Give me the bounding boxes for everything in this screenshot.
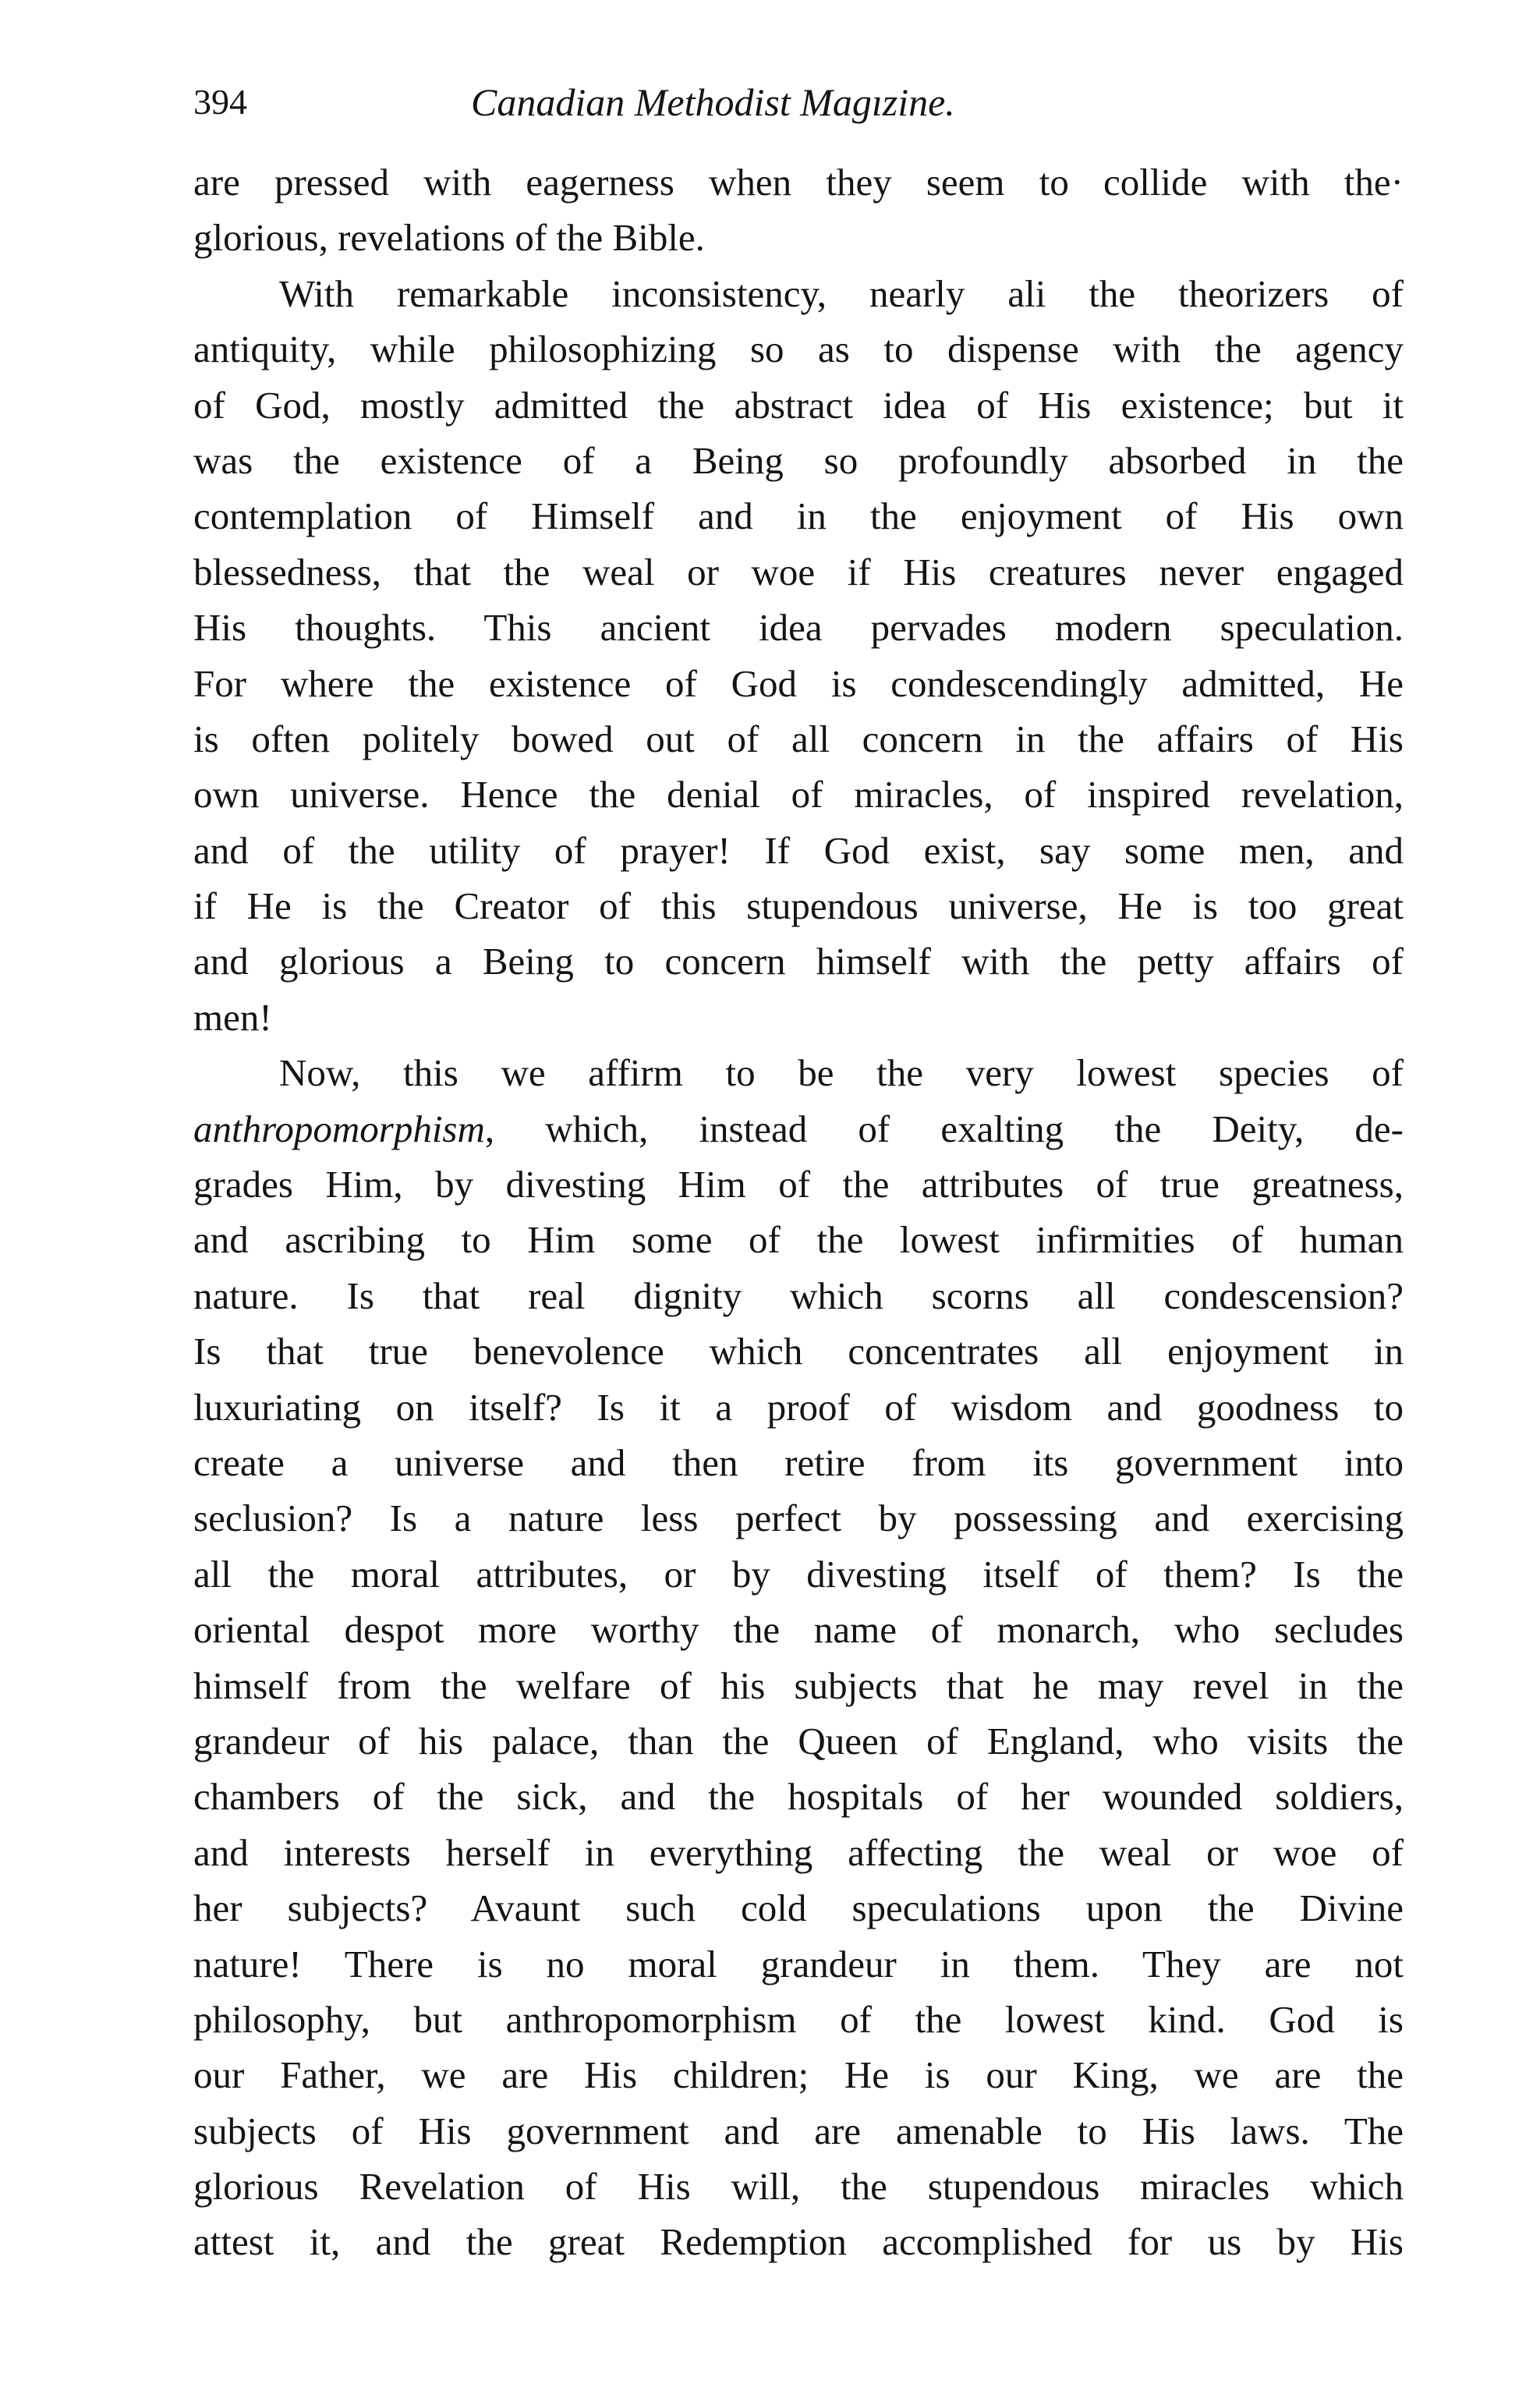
text-line: subjects of His government and are amenable to His laws. The [193,2109,1404,2152]
text-line: nature! There is no moral grandeur in them. They are not [193,1942,1404,1985]
paragraph-first-line: With remarkable inconsistency, nearly ali the theorizers of [279,271,1404,315]
text-line: our Father, we are His children; He is our King, we are the [193,2053,1404,2097]
text-line: oriental despot more worthy the name of monarch, who secludes [193,1608,1404,1652]
text-line: if He is the Creator of this stupendous universe, He is too great [193,884,1404,928]
italic-term: anthropomorphism [193,1107,485,1150]
text-line: himself from the welfare of his subjects that he may revel in the [193,1663,1404,1707]
text-line: all the moral attributes, or by divesting itself of them? Is the [193,1552,1404,1596]
text-line: luxuriating on itself? Is it a proof of wisdom and goodness to [193,1385,1404,1429]
text-line: blessedness, that the weal or woe if His creatures never engaged [193,550,1404,593]
text-line: chambers of the sick, and the hospitals of her wounded soldiers, [193,1775,1404,1819]
text-line: philosophy, but anthropomorphism of the lowest kind. God is [193,1997,1404,2041]
text-line: and interests herself in everything affecting the weal or woe of [193,1830,1404,1874]
text-line: Is that true benevolence which concentrates all enjoyment in [193,1330,1404,1373]
text-line: her subjects? Avaunt such cold speculations upon the Divine [193,1886,1404,1930]
text-line: was the existence of a Being so profoundly absorbed in the [193,438,1404,482]
text-line: nature. Is that real dignity which scorns all condescension? [193,1273,1404,1317]
text-line: are pressed with eagerness when they seem to collide with the· [193,161,1404,204]
text-line: seclusion? Is a nature less perfect by possessing and exercising [193,1497,1404,1540]
text-line: For where the existence of God is condescendingly admitted, He [193,661,1404,705]
text-line: is often politely bowed out of all concern in the affairs of His [193,717,1404,760]
text-line: and ascribing to Him some of the lowest infirmities of human [193,1218,1404,1262]
text-line: glorious Revelation of His will, the stupendous miracles which [193,2165,1404,2209]
text-line: contemplation of Himself and in the enjoyment of His own [193,494,1404,538]
paragraph-first-line: Now, this we affirm to be the very lowest species of [279,1051,1404,1095]
text-line: men! [193,995,272,1039]
text-line: glorious, revelations of the Bible. [193,216,705,260]
text-line: of God, mostly admitted the abstract idea of His existence; but it [193,383,1404,427]
text-line: attest it, and the great Redemption accomplished for us by His [193,2220,1404,2264]
text-line: grandeur of his palace, than the Queen of England, who visits the [193,1719,1404,1762]
running-head [193,75,1410,129]
text-line [193,1101,1404,1157]
text-line: create a universe and then retire from its government into [193,1440,1404,1484]
text-line: antiquity, while philosophizing so as to dispense with the agency [193,328,1404,371]
text-segment: , which, instead of exalting the Deity, de- [484,1107,1404,1150]
text-line: and of the utility of prayer! If God exist, say some men, and [193,828,1404,872]
text-line: grades Him, by divesting Him of the attributes of true greatness, [193,1163,1404,1206]
text-line: and glorious a Being to concern himself with the petty affairs of [193,940,1404,983]
journal-title: Canadian Methodist Magızine. [471,80,955,124]
page-number: 394 [193,82,247,122]
body-text [193,154,1404,2270]
text-line: His thoughts. This ancient idea pervades modern speculation. [193,606,1404,650]
text-line: own universe. Hence the denial of miracles, of inspired revelation, [193,773,1404,817]
